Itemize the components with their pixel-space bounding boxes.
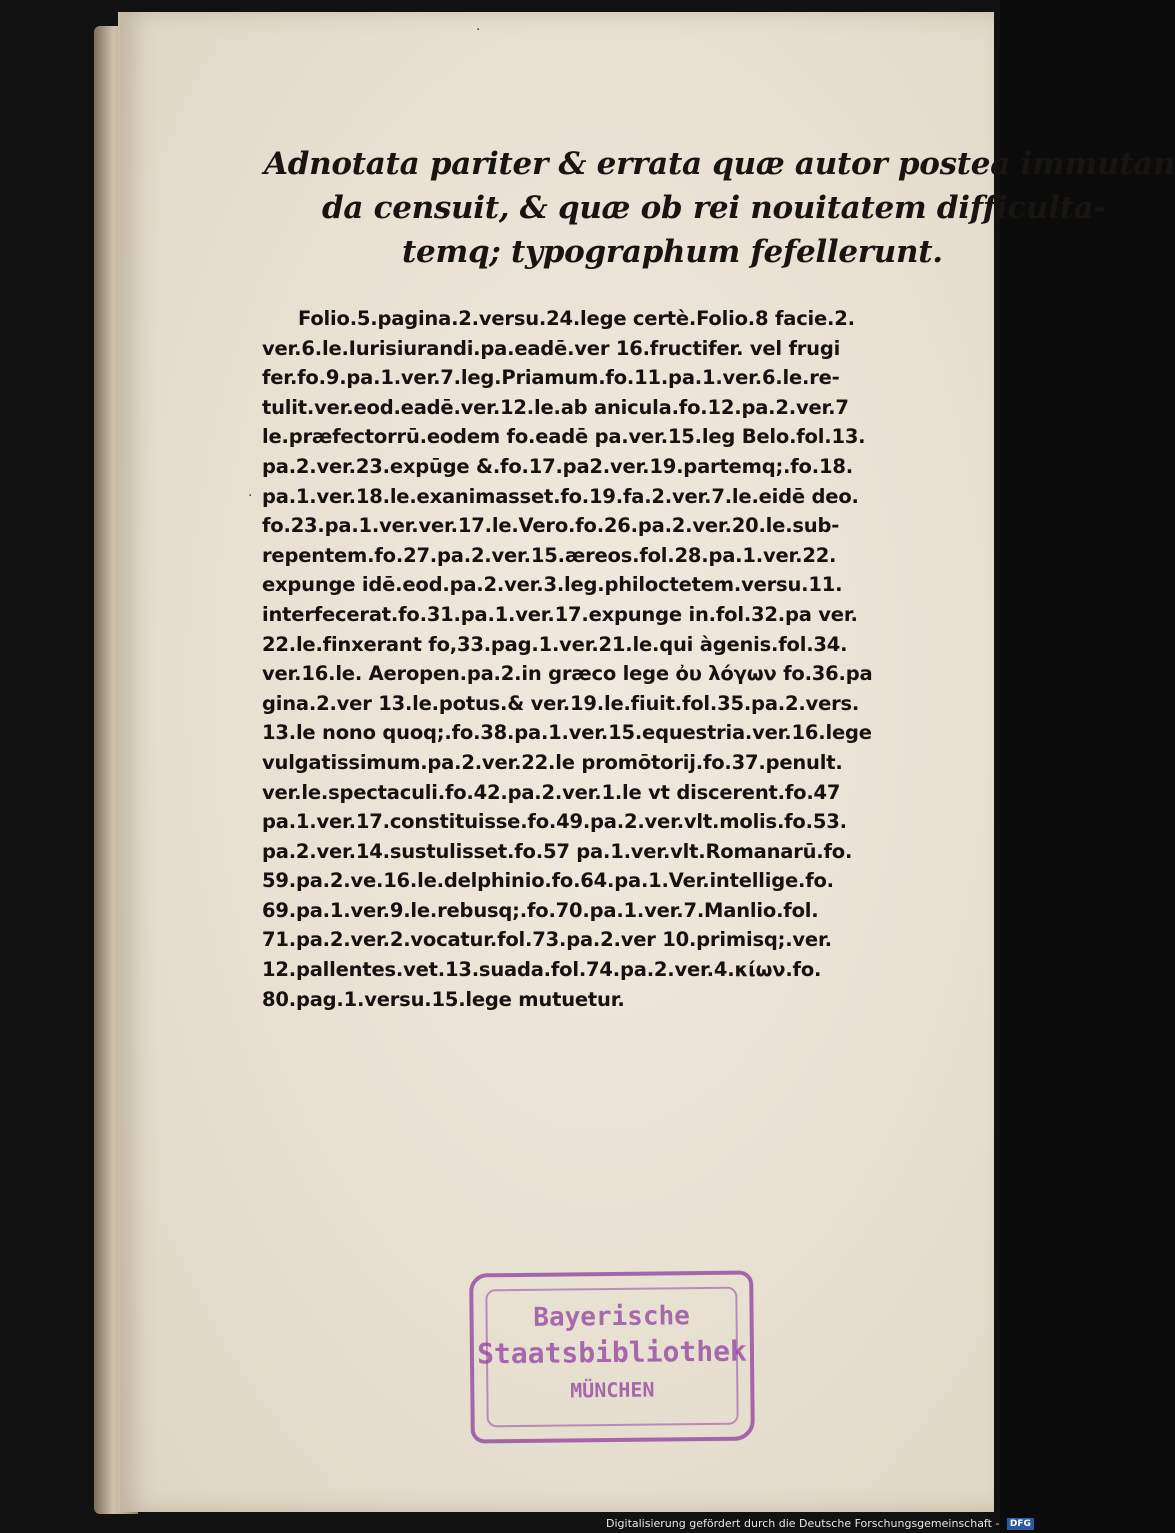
errata-line: 12.pallentes.vet.13.suada.fol.74.pa.2.ver.4.κίων.fo. [262,958,822,982]
stamp-line: MÜNCHEN [570,1377,655,1403]
dfg-logo: DFG [1007,1518,1034,1530]
errata-line: pa.2.ver.14.sustulisset.fo.57 pa.1.ver.vlt.Romanarū.fo. [262,839,853,863]
errata-line: repentem.fo.27.pa.2.ver.15.æreos.fol.28.pa.1.ver.22. [262,543,837,567]
errata-line: tulit.ver.eod.eadē.ver.12.le.ab anicula.fo.12.pa.2.ver.7 [262,395,849,419]
errata-line: ver.le.spectaculi.fo.42.pa.2.ver.1.le vt discerent.fo.47 [262,780,841,804]
errata-line: fo.23.pa.1.ver.ver.17.le.Vero.fo.26.pa.2.ver.20.le.sub- [262,514,840,538]
stamp-line: Staatsbibliothek [476,1334,747,1371]
library-stamp [469,1271,755,1444]
errata-line: pa.2.ver.23.expūge &.fo.17.pa2.ver.19.partemq;.fo.18. [262,454,853,478]
errata-line: interfecerat.fo.31.pa.1.ver.17.expunge in.fol.32.pa ver. [262,602,858,626]
page-speck: · [248,488,253,504]
heading-line: Adnotata pariter & errata quæ autor postea immutan [264,146,1175,182]
errata-line: 59.pa.2.ve.16.le.delphinio.fo.64.pa.1.Ver.intellige.fo. [262,869,834,893]
errata-line: expunge idē.eod.pa.2.ver.3.leg.philoctetem.versu.11. [262,573,843,597]
errata-line: ver.16.le. Aeropen.pa.2.in græco lege ὀυ λόγων fo.36.pa [262,662,873,686]
errata-line: 71.pa.2.ver.2.vocatur.fol.73.pa.2.ver 10.primisq;.ver. [262,928,832,952]
digitization-footer [606,1517,1034,1530]
errata-line: 80.pag.1.versu.15.lege mutuetur. [262,987,625,1011]
errata-line: 13.le nono quoq;.fo.38.pa.1.ver.15.equestria.ver.16.lege [262,721,872,745]
errata-line: pa.1.ver.17.constituisse.fo.49.pa.2.ver.vlt.molis.fo.53. [262,810,847,834]
errata-line: ver.6.le.Iurisiurandi.pa.eadē.ver 16.fructifer. vel frugi [262,336,841,360]
heading-line: da censuit, & quæ ob rei nouitatem difficulta- [322,190,1106,226]
errata-line: pa.1.ver.18.le.exanimasset.fo.19.fa.2.ver.7.le.eidē deo. [262,484,859,508]
errata-line: Folio.5.pagina.2.versu.24.lege certè.Folio.8 facie.2. [298,307,855,330]
errata-line: vulgatissimum.pa.2.ver.22.le promōtorij.fo.37.penult. [262,750,843,774]
errata-text [262,304,978,1014]
errata-heading [152,142,1175,274]
errata-line: fer.fo.9.pa.1.ver.7.leg.Priamum.fo.11.pa.1.ver.6.le.re- [262,366,840,390]
footer-text: Digitalisierung gefördert durch die Deutsche Forschungsgemeinschaft - [606,1517,1000,1530]
page-speck: · [476,22,481,38]
errata-line: 69.pa.1.ver.9.le.rebusq;.fo.70.pa.1.ver.7.Manlio.fol. [262,898,819,922]
heading-line: temq; typographum fefellerunt. [402,234,943,270]
errata-line: 22.le.finxerant fo,33.pag.1.ver.21.le.qui àgenis.fol.34. [262,632,848,656]
errata-line: le.præfectorrū.eodem fo.eadē pa.ver.15.leg Belo.fol.13. [262,425,866,449]
errata-line: gina.2.ver 13.le.potus.& ver.19.le.fiuit.fol.35.pa.2.vers. [262,691,860,715]
stamp-line: Bayerische [533,1301,690,1333]
